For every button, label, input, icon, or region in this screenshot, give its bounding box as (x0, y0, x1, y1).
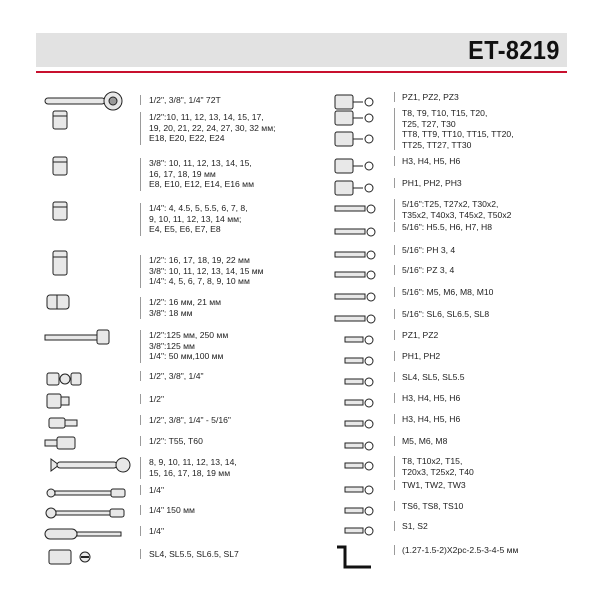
left-item-text: 1/4": 4, 4.5, 5, 5.5, 6, 7, 8, 9, 10, 11, 12, 13, 14 мм; E4, E5, E6, E7, E8 (149, 203, 248, 234)
item-separator (140, 415, 141, 425)
item-separator (140, 112, 141, 145)
item-separator (394, 309, 395, 319)
item-separator (394, 129, 395, 150)
right-item-text: M5, M6, M8 (402, 436, 448, 446)
socket-icon (45, 197, 135, 227)
right-item-text: 5/16": SL6, SL6.5, SL8 (402, 309, 490, 319)
item-separator (394, 265, 395, 275)
left-item-text: 1/4" 150 мм (149, 505, 195, 515)
left-item-text: SL4, SL5.5, SL6.5, SL7 (149, 549, 239, 559)
deep-socket-icon (45, 249, 135, 279)
left-item-text: 3/8": 10, 11, 12, 13, 14, 15, 16, 17, 18, 19 мм E8, E10, E12, E14, E16 мм (149, 158, 254, 189)
item-separator (140, 526, 141, 536)
right-item-text: TS6, TS8, TS10 (402, 501, 464, 511)
left-item-text: 1/2":125 мм, 250 мм 3/8":125 мм 1/4": 50 мм,100 мм (149, 330, 229, 361)
right-item-text: (1.27-1.5-2)X2pc-2.5-3-4-5 мм (402, 545, 519, 555)
right-item-text: H3, H4, H5, H6 (402, 393, 461, 403)
item-separator (394, 222, 395, 232)
item-separator (394, 456, 395, 477)
right-item-text: PH1, PH2, PH3 (402, 178, 462, 188)
left-item-text: 1/2", 3/8", 1/4" 72T (149, 95, 221, 105)
left-item-text: 1/2" (149, 394, 164, 404)
item-separator (140, 436, 141, 446)
right-item-text: S1, S2 (402, 521, 428, 531)
item-separator (394, 351, 395, 361)
item-separator (394, 108, 395, 129)
socket-icon (45, 106, 135, 136)
right-item-text: 5/16": M5, M6, M8, M10 (402, 287, 494, 297)
item-separator (394, 92, 395, 102)
item-separator (140, 95, 141, 105)
right-item-text: PZ1, PZ2, PZ3 (402, 92, 459, 102)
left-item-text: 1/2":10, 11, 12, 13, 14, 15, 17, 19, 20, 21, 22, 24, 27, 30, 32 мм; E18, E20, E22, E24 (149, 112, 276, 143)
item-separator (394, 501, 395, 511)
item-separator (394, 545, 395, 555)
item-separator (140, 505, 141, 515)
item-separator (394, 372, 395, 382)
item-separator (394, 393, 395, 403)
item-separator (394, 436, 395, 446)
right-item-text: T8, T9, T10, T15, T20, T25, T27, T30 (402, 108, 488, 129)
right-item-text: PZ1, PZ2 (402, 330, 439, 340)
right-item-text: 5/16": H5.5, H6, H7, H8 (402, 222, 492, 232)
item-separator (394, 287, 395, 297)
right-item-text: H3, H4, H5, H6 (402, 414, 461, 424)
item-separator (140, 158, 141, 191)
left-item-text: 1/2": 16, 17, 18, 19, 22 мм 3/8": 10, 11, 12, 13, 14, 15 мм 1/4": 4, 5, 6, 7, 8, 9, 10 мм (149, 255, 264, 286)
item-separator (140, 457, 141, 479)
right-item-text: TT8, TT9, TT10, TT15, TT20, TT25, TT27, TT30 (402, 129, 514, 150)
item-separator (140, 255, 141, 288)
spark-plug-socket-icon (45, 291, 135, 321)
left-item-text: 1/2": 16 мм, 21 мм 3/8": 18 мм (149, 297, 222, 318)
item-separator (394, 199, 395, 220)
item-separator (394, 414, 395, 424)
item-separator (394, 156, 395, 166)
right-item-text: SL4, SL5, SL5.5 (402, 372, 465, 382)
item-separator (140, 394, 141, 404)
left-item-text: 1/4" (149, 485, 164, 495)
item-separator (140, 297, 141, 319)
right-item-text: H3, H4, H5, H6 (402, 156, 461, 166)
item-separator (140, 330, 141, 363)
item-separator (394, 330, 395, 340)
right-item-text: 5/16": PZ 3, 4 (402, 265, 455, 275)
item-separator (394, 480, 395, 490)
left-item-text: 1/2", 3/8", 1/4" - 5/16" (149, 415, 231, 425)
right-item-text: TW1, TW2, TW3 (402, 480, 466, 490)
combination-wrench-icon (45, 451, 135, 481)
left-item-text: 8, 9, 10, 11, 12, 13, 14, 15, 16, 17, 18, 19 мм (149, 457, 237, 478)
header-divider (36, 71, 567, 73)
right-item-text: 5/16": PH 3, 4 (402, 245, 456, 255)
left-item-text: 1/2": T55, T60 (149, 436, 203, 446)
right-item-text: 5/16":T25, T27x2, T30x2, T35x2, T40x3, T45x2, T50x2 (402, 199, 512, 220)
item-separator (140, 549, 141, 559)
right-item-text: PH1, PH2 (402, 351, 441, 361)
socket-icon (45, 152, 135, 182)
left-item-text: 1/4" (149, 526, 164, 536)
right-item-text: T8, T10x2, T15, T20x3, T25x2, T40 (402, 456, 474, 477)
item-separator (394, 178, 395, 188)
left-item-text: 1/2", 3/8", 1/4" (149, 371, 204, 381)
slotted-bit-socket-icon (45, 543, 135, 573)
model-number: ET-8219 (468, 35, 560, 65)
item-separator (140, 203, 141, 236)
extension-bar-icon (45, 324, 135, 354)
item-separator (394, 245, 395, 255)
item-separator (140, 485, 141, 495)
item-separator (394, 521, 395, 531)
item-separator (140, 371, 141, 381)
